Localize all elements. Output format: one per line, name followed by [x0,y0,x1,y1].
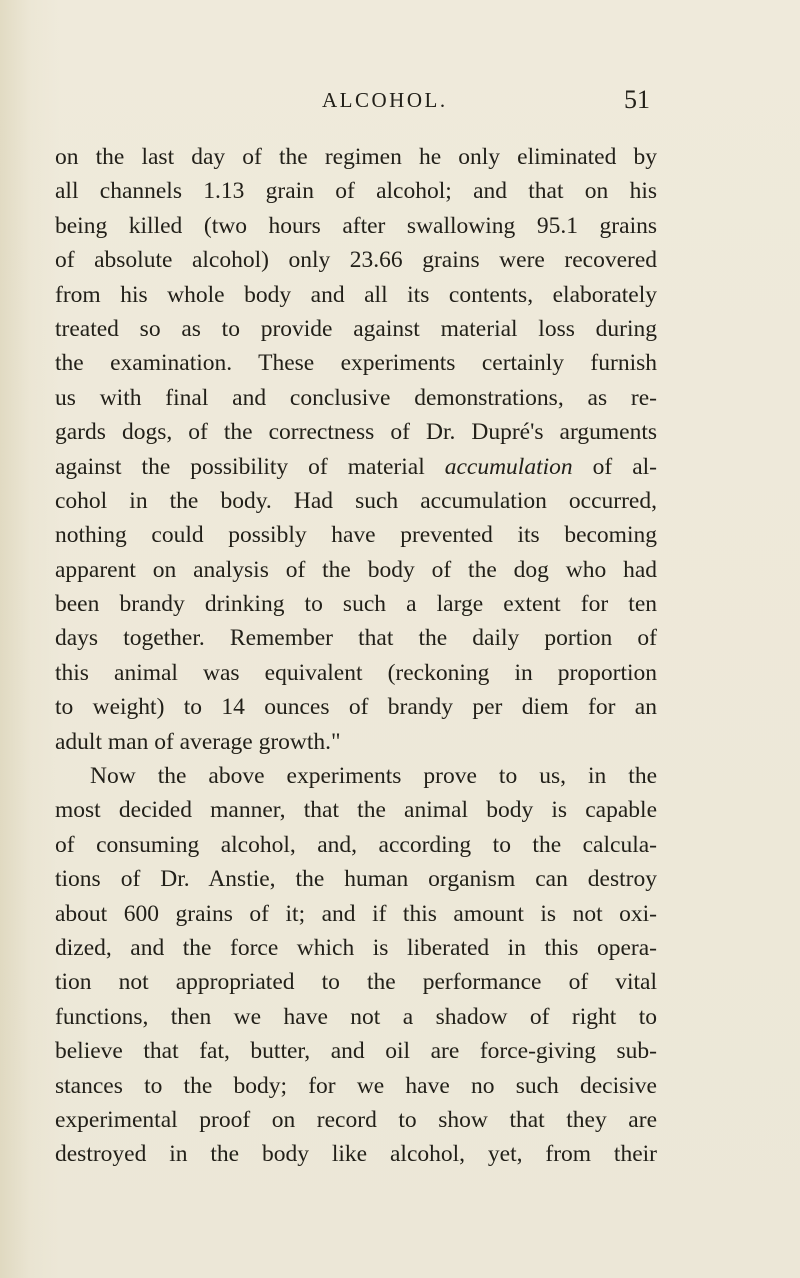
text-line: adult man of average growth." [55,728,341,755]
text-line: cohol in the body. Had such accumulation occurred, [55,487,657,514]
text-line: of absolute alcohol) only 23.66 grains were recovered [55,247,657,274]
text-line: Now the above experiments prove to us, in the [90,763,657,790]
italic-term: accumulation [444,453,573,480]
text-line: about 600 grains of it; and if this amount is not oxi- [55,900,657,927]
text-line: days together. Remember that the daily portion of [55,625,657,652]
text-line: tion not appropriated to the performance of vital [55,969,657,996]
text-line: the examination. These experiments certainly furnish [55,350,657,377]
text-line: this animal was equivalent (reckoning in proportion [55,659,657,686]
text-line: from his whole body and all its contents, elaborately [55,281,657,308]
text-line: most decided manner, that the animal body is capable [55,797,657,824]
text-line: believe that fat, butter, and oil are force-giving sub- [55,1038,657,1065]
text-segment: of al- [572,453,657,480]
text-line: experimental proof on record to show that they are [55,1106,657,1133]
text-line: of consuming alcohol, and, according to the calcula- [55,831,657,858]
text-segment: against the possibility of material [55,453,445,480]
text-line: us with final and conclusive demonstrations, as re- [55,384,657,411]
text-line: all channels 1.13 grain of alcohol; and that on his [55,178,657,205]
text-line: stances to the body; for we have no such decisive [55,1072,657,1099]
text-line: treated so as to provide against material loss during [55,315,657,342]
text-line: been brandy drinking to such a large extent for ten [55,591,657,618]
text-line: dized, and the force which is liberated in this opera- [55,934,657,961]
page-header [0,85,800,118]
text-line: gards dogs, of the correctness of Dr. Dupré's arguments [55,419,657,446]
text-line: on the last day of the regimen he only eliminated by [55,144,657,170]
text-line: to weight) to 14 ounces of brandy per diem for an [55,694,657,721]
text-line: apparent on analysis of the body of the dog who had [55,556,657,583]
running-head: ALCOHOL. [322,88,448,112]
text-line: nothing could possibly have prevented its becoming [55,522,657,549]
text-line [55,450,657,484]
text-line: functions, then we have not a shadow of right to [55,1003,657,1030]
text-line: destroyed in the body like alcohol, yet, from their [55,1141,657,1168]
text-line: tions of Dr. Anstie, the human organism can destroy [55,866,657,893]
body-text [55,140,657,1172]
text-line: being killed (two hours after swallowing 95.1 grains [55,212,657,239]
page-number: 51 [624,85,650,114]
